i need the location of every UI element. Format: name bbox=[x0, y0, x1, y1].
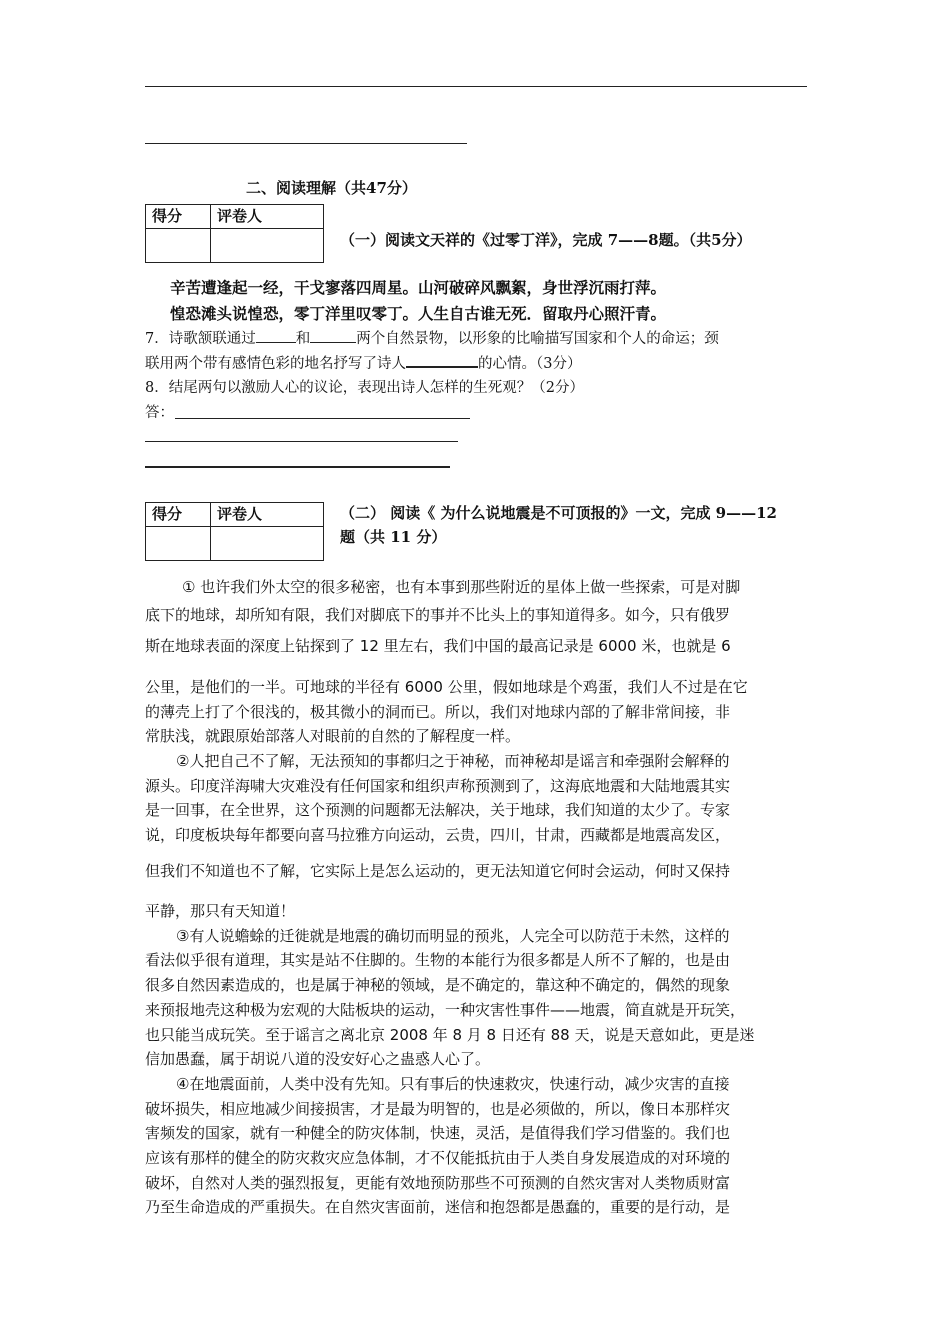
article-line: 底下的地球，却所知有限，我们对脚底下的事并不比头上的事知道得多。如今，只有俄罗 bbox=[145, 606, 731, 624]
score-cell[interactable] bbox=[146, 229, 211, 263]
article-line: 破坏损失，相应地减少间接损害，才是最为明智的，也是必须做的，所以，像日本那样灾 bbox=[145, 1100, 731, 1118]
article-line: 但我们不知道也不了解，它实际上是怎么运动的，更无法知道它何时会运动，何时又保持 bbox=[145, 862, 731, 880]
article-line: 应该有那样的健全的防灾救灾应急体制，才不仅能抵抗由于人类自身发展造成的对环境的 bbox=[145, 1149, 731, 1167]
article-line: 害频发的国家，就有一种健全的防灾体制，快速，灵活，是值得我们学习借鉴的。我们也 bbox=[145, 1124, 731, 1142]
article-line: 公里，是他们的一半。可地球的半径有 6000 公里，假如地球是个鸡蛋，我们人不过是在它 bbox=[145, 678, 748, 696]
article-line: ③有人说蟾蜍的迁徙就是地震的确切而明显的预兆，人完全可以防范于未然，这样的 bbox=[176, 927, 730, 945]
article-line: 破坏，自然对人类的强烈报复，更能有效地预防那些不可预测的自然灾害对人类物质财富 bbox=[145, 1174, 731, 1192]
q7-blank-3[interactable] bbox=[406, 352, 478, 368]
article-line: 斯在地球表面的深度上钻探到了 12 里左右，我们中国的最高记录是 6000 米，也就是 6 bbox=[145, 637, 731, 655]
grader-label: 评卷人 bbox=[211, 205, 324, 229]
article-line: ④在地震面前，人类中没有先知。只有事后的快速救灾，快速行动，减少灾害的直接 bbox=[176, 1075, 730, 1093]
q7-text-e: 的心情。（3分） bbox=[478, 356, 582, 372]
article-line: 也只能当成玩笑。至于谣言之离北京 2008 年 8 月 8 日还有 88 天，说是天意如此，更是迷 bbox=[145, 1026, 755, 1044]
answer-line-3[interactable] bbox=[145, 466, 450, 468]
score-label: 得分 bbox=[146, 503, 211, 527]
article-line: ②人把自己不了解，无法预知的事都归之于神秘，而神秘却是谣言和牵强附会解释的 bbox=[176, 752, 730, 770]
question-7-line-2 bbox=[145, 352, 581, 373]
article-line: 常肤浅，就跟原始部落人对眼前的自然的了解程度一样。 bbox=[145, 727, 521, 745]
answer-line-1[interactable] bbox=[175, 418, 470, 419]
part1-heading: （一）阅读文天祥的《过零丁洋》，完成 7——8题。（共5分） bbox=[340, 231, 752, 249]
article-line: 是一回事，在全世界，这个预测的问题都无法解决，关于地球，我们知道的太少了。专家 bbox=[145, 801, 731, 819]
answer-label: 答： bbox=[145, 405, 174, 421]
article-line: ① 也许我们外太空的很多秘密，也有本事到那些附近的星体上做一些探索，可是对脚 bbox=[182, 578, 741, 596]
article-line: 信加愚蠢，属于胡说八道的没安好心之蛊惑人心了。 bbox=[145, 1050, 491, 1068]
q7-text-a: 7．诗歌颔联通过 bbox=[145, 331, 256, 347]
article-line: 说，印度板块每年都要向喜马拉雅方向运动，云贵，四川，甘肃，西藏都是地震高发区， bbox=[145, 826, 731, 844]
q7-text-c: 两个自然景物，以形象的比喻描写国家和个人的命运；颈 bbox=[356, 331, 719, 347]
question-8: 8．结尾两句以激励人心的议论，表现出诗人怎样的生死观？（2分） bbox=[145, 380, 584, 396]
score-label: 得分 bbox=[146, 205, 211, 229]
score-table-1 bbox=[145, 204, 324, 263]
answer-line-2[interactable] bbox=[145, 441, 458, 442]
section-title: 二、阅读理解（共47分） bbox=[246, 179, 417, 197]
score-table-2 bbox=[145, 502, 324, 561]
q7-text-d: 联用两个带有感情色彩的地名抒写了诗人 bbox=[145, 356, 406, 372]
q7-blank-1[interactable] bbox=[256, 328, 296, 343]
q7-text-b: 和 bbox=[295, 331, 311, 347]
score-cell[interactable] bbox=[146, 527, 211, 561]
poem-line-2: 惶恐滩头说惶恐，零丁洋里叹零丁。人生自古谁无死．留取丹心照汗青。 bbox=[170, 305, 667, 323]
article-line: 来预报地壳这种极为宏观的大陆板块的运动，一种灾害性事件——地震，简直就是开玩笑， bbox=[145, 1001, 746, 1019]
grader-cell[interactable] bbox=[211, 229, 324, 263]
q7-blank-2[interactable] bbox=[310, 328, 356, 343]
grader-label: 评卷人 bbox=[211, 503, 324, 527]
part2-heading-line-2: 题（共 11 分） bbox=[340, 528, 447, 546]
top-rule bbox=[145, 86, 807, 87]
part2-heading-line-1: （二） 阅读《 为什么说地震是不可顶报的》一文，完成 9——12 bbox=[340, 504, 777, 522]
article-line: 乃至生命造成的严重损失。在自然灾害面前，迷信和抱怨都是愚蠢的，重要的是行动，是 bbox=[145, 1198, 731, 1216]
grader-cell[interactable] bbox=[211, 527, 324, 561]
poem-line-1: 辛苦遭逢起一经，干戈寥落四周星。山河破碎风飘絮，身世浮沉雨打萍。 bbox=[170, 279, 667, 297]
article-line: 看法似乎很有道理，其实是站不住脚的。生物的本能行为很多都是人所不了解的，也是由 bbox=[145, 951, 731, 969]
answer-rule-top bbox=[145, 143, 467, 144]
question-7-line-1 bbox=[145, 327, 719, 348]
article-line: 源头。印度洋海啸大灾难没有任何国家和组织声称预测到了，这海底地震和大陆地震其实 bbox=[145, 777, 731, 795]
article-line: 很多自然因素造成的，也是属于神秘的领域，是不确定的，靠这种不确定的，偶然的现象 bbox=[145, 976, 731, 994]
article-line: 平静，那只有天知道！ bbox=[145, 902, 296, 920]
article-line: 的薄壳上打了个很浅的，极其微小的洞而已。所以，我们对地球内部的了解非常间接，非 bbox=[145, 703, 731, 721]
